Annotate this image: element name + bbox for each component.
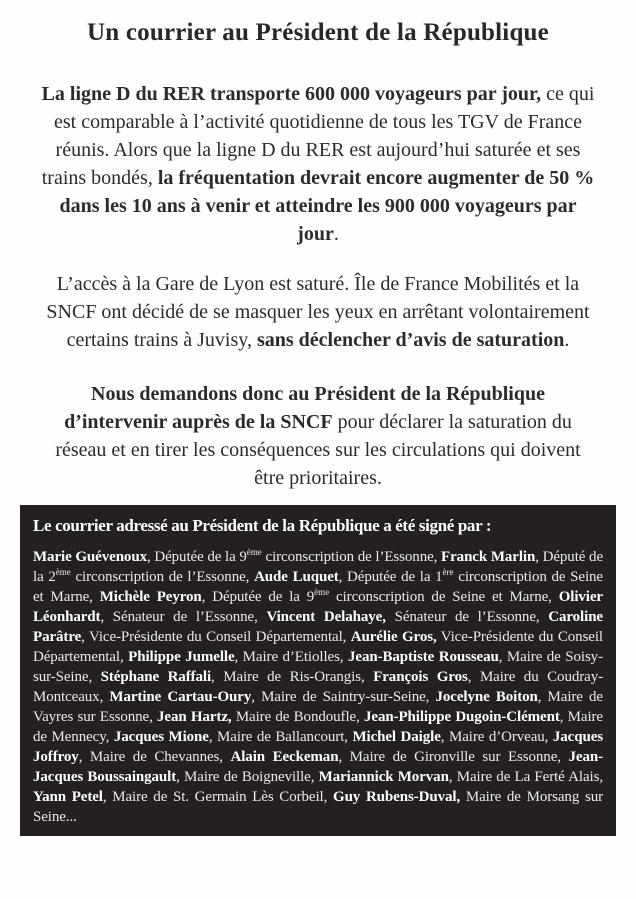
signer-name: Marie Guévenoux xyxy=(33,549,147,565)
signer-name: Caroline Parâtre xyxy=(33,609,603,645)
signer-name: François Gros xyxy=(373,669,468,685)
gare-de-lyon-paragraph: L’accès à la Gare de Lyon est saturé. Île de France Mobilités et la SNCF ont décidé de se masquer les yeux en arrêtant volontairement certains trains à Juvisy, sans déclencher d’avis de saturation. xyxy=(46,273,590,351)
signer-name: Jacques Joffroy xyxy=(33,729,603,765)
signer-name: Jocelyne Boiton xyxy=(435,689,538,705)
signatories-list: Marie Guévenoux, Députée de la 9ème circonscription de l’Essonne, Franck Marlin, Député de la 2ème circonscription de l’Essonne, Aude Luquet, Députée de la 1ère circonscription de Seine et Marne, Michèle Peyron, Députée de la 9ème circonscription de Seine et Marne, Olivier Léonhardt, Sénateur de l’Essonne, Vincent Delahaye, Sénateur de l’Essonne, Caroline Parâtre, Vice-Présidente du Conseil Départemental, Aurélie Gros, Vice-Présidente du Conseil Départemental, Philippe Jumelle, Maire d’Etiolles, Jean-Baptiste Rousseau, Maire de Soisy-sur-Seine, Stéphane Raffali, Maire de Ris-Orangis, François Gros, Maire du Coudray-Montceaux, Martine Cartau-Oury, Maire de Saintry-sur-Seine, Jocelyne Boiton, Maire de Vayres sur Essonne, Jean Hartz, Maire de Bondoufle, Jean-Philippe Dugoin-Clément, Maire de Mennecy, Jacques Mione, Maire de Ballancourt, Michel Daigle, Maire d’Orveau, Jacques Joffroy, Maire de Chevannes, Alain Eeckeman, Maire de Gironville sur Essonne, Jean-Jacques Boussaingault, Maire de Boigneville, Mariannick Morvan, Maire de La Ferté Alais, Yann Petel, Maire de St. Germain Lès Corbeil, Guy Rubens-Duval, Maire de Morsang sur Seine... xyxy=(33,547,604,825)
signer-name: Franck Marlin xyxy=(441,549,536,565)
signer-name: Guy Rubens-Duval, xyxy=(333,789,461,805)
signer-name: Olivier Léonhardt xyxy=(33,589,603,625)
signer-name: Philippe Jumelle xyxy=(128,649,235,665)
signer-name: Aurélie Gros, xyxy=(350,629,437,645)
signer-name: Jean-Philippe Dugoin-Clément xyxy=(364,709,560,725)
demand-paragraph: Nous demandons donc au Président de la République d’intervenir auprès de la SNCF pour déclarer la saturation du réseau et en tirer les conséquences sur les circulations qui doivent être prioritaires. xyxy=(55,383,581,489)
signer-name: Jacques Mione xyxy=(113,729,209,745)
intro-paragraph: La ligne D du RER transporte 600 000 voyageurs par jour, ce qui est comparable à l’activité quotidienne de tous les TGV de France réunis. Alors que la ligne D du RER est aujourd’hui saturée et ses trains bondés, la fréquentation devrait encore augmenter de 50 % dans les 10 ans à venir et atteindre les 900 000 voyageurs par jour. xyxy=(41,83,595,245)
signer-name: Mariannick Morvan xyxy=(318,769,449,785)
signer-name: Martine Cartau-Oury xyxy=(109,689,252,705)
signer-name: Vincent Delahaye, xyxy=(266,609,386,625)
signatories-heading: Le courrier adressé au Président de la République a été signé par : xyxy=(33,516,492,535)
signer-name: Michèle Peyron xyxy=(99,589,202,605)
signer-name: Jean Hartz, xyxy=(157,709,232,725)
signer-name: Jean-Jacques Boussaingault xyxy=(33,749,603,785)
signer-name: Alain Eeckeman xyxy=(230,749,339,765)
signer-name: Aude Luquet xyxy=(254,569,339,585)
signatories-box xyxy=(20,505,616,836)
signer-name: Jean-Baptiste Rousseau xyxy=(348,649,499,665)
signer-name: Michel Daigle xyxy=(352,729,441,745)
page-title: Un courrier au Président de la République xyxy=(87,19,549,46)
signer-name: Yann Petel xyxy=(33,789,103,805)
signer-name: Stéphane Raffali xyxy=(100,669,212,685)
